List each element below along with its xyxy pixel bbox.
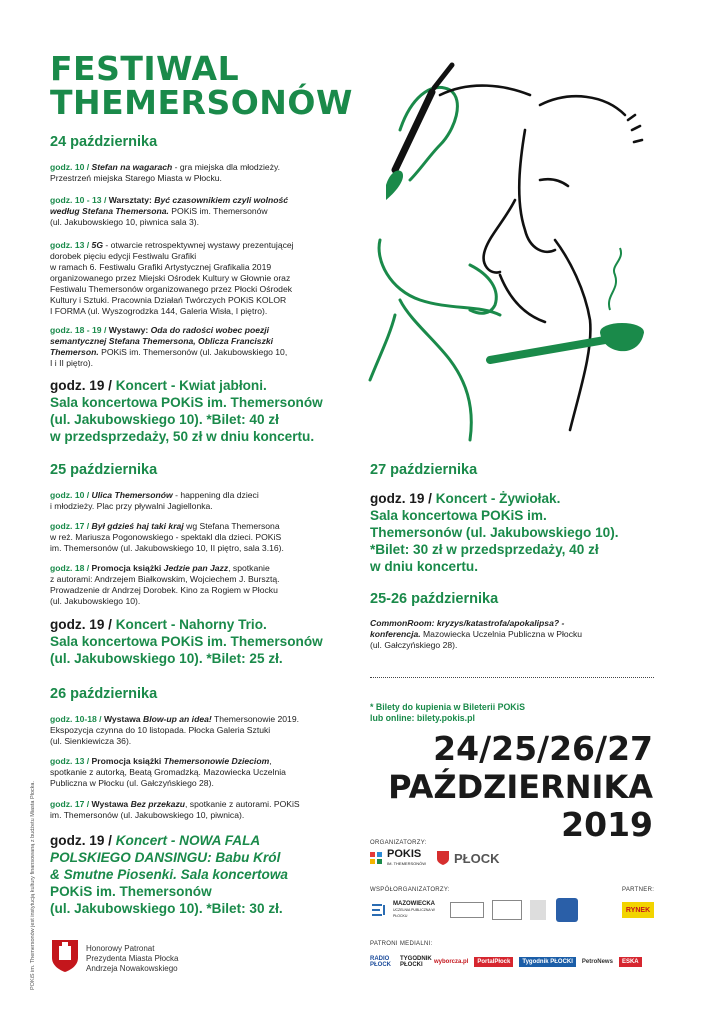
media-wyborcza: wyborcza.pl [434, 959, 469, 965]
festival-dates [388, 730, 653, 844]
media-label: PATRONI MEDIALNI: [370, 941, 433, 947]
day-25-heading: 25 października [50, 462, 158, 478]
coorganizer-logo-5 [556, 898, 578, 922]
partner-label: PARTNER: [622, 887, 655, 893]
day26-event-3: godz. 17 / Wystawa Bez przekazu, spotkanie z autorami. POKiS im. Themersonów (ul. Jakubowskiego 10, piwnica). [50, 799, 300, 820]
partner-logo: RYNEK [622, 902, 654, 918]
day25-concert: godz. 19 / Koncert - Nahorny Trio. Sala koncertowa POKiS im. Themersonów (ul. Jakubowskiego 10). *Bilet: 25 zł. [50, 617, 323, 666]
title-line-2: THEMERSONÓW [50, 83, 353, 122]
mazowiecka-icon [370, 903, 390, 917]
dates-year: 2019 [561, 805, 653, 844]
media-tygodnik-plocki-2: Tygodnik PŁOCKI [519, 957, 576, 967]
media-eska: ESKA [619, 957, 642, 967]
day-27-heading: 27 października [370, 462, 478, 478]
day25-event-3: godz. 18 / Promocja książki Jedzie pan Jazz, spotkanie z autorami: Andrzejem Białkowskim, Wojciechem J. Bursztą. Prowadzenie dr Andrzej Dorobek. Kino za Rogiem w Płocku (ul. Jakubowskiego 10). [50, 563, 280, 606]
coorganizer-logo-2 [450, 902, 484, 918]
media-tygodnik-plocki: TYGODNIK PŁOCKI [400, 956, 432, 968]
day26-event-2: godz. 13 / Promocja książki Themersonowie Dzieciom, spotkanie z autorką, Beatą Gromadzką. Mazowiecka Uczelnia Publiczna w Płocku (ul. Gałczyńskiego 28). [50, 756, 286, 788]
title-line-1: FESTIWAL [50, 49, 240, 88]
day24-event-2: godz. 10 - 13 / Warsztaty: Być czasownikiem czyli wolność według Stefana Themersona. POKiS im. Themersonów (ul. Jakubowskiego 10, piwnica sala 3). [50, 195, 289, 227]
brush-icon [386, 65, 452, 200]
day25-event-1: godz. 10 / Ulica Themersonów - happening dla dzieci i młodzieży. Plac przy pływalni Jagiellonka. [50, 490, 259, 511]
day-26-heading: 26 października [50, 686, 158, 702]
coorganizer-logo-4 [530, 900, 546, 920]
dotted-divider [370, 677, 654, 678]
pipe-icon [490, 248, 644, 360]
day24-event-3: godz. 13 / 5G - otwarcie retrospektywnej wystawy prezentującej dorobek pięciu edycji Festiwalu Grafiki w ramach 6. Festiwalu Grafiki Artystycznej Grafikalia 2019 organizowanego przez Miejski Ośrodek Kultury w Głownie oraz Festiwalu Themersonów organizowanego przez Płocki Ośrodek Kultury i Sztuki. Pracownia Działań Twórczych POKiS KOLOR I FORMA (ul. Wyszogrodzka 144, Galeria Wisła, I piętro). [50, 240, 294, 316]
pokis-dots-icon [370, 852, 384, 866]
tickets-note: * Bilety do kupienia w Bileterii POKiS lub online: bilety.pokis.pl [370, 702, 525, 723]
day24-event-4: godz. 18 - 19 / Wystawy: Oda do radości wobec poezji semantycznej Stefana Themersona, Oblicza Franciszki Themerson. POKiS im. Themersonów (ul. Jakubowskiego 10, I i II piętro). [50, 325, 288, 368]
honorary-patronage: Honorowy Patronat Prezydenta Miasta Płocka Andrzeja Nowakowskiego [86, 944, 179, 973]
funding-footnote: POKiS im. Themersonów jest instytucją kultury finansowaną z budżetu Miasta Płocka. [30, 781, 36, 990]
plock-crest-icon [50, 938, 80, 974]
dates-month: PAŹDZIERNIKA [388, 768, 653, 806]
day2526-event-1: CommonRoom: kryzys/katastrofa/apokalipsa? - konferencja. Mazowiecka Uczelnia Publiczna w Płocku (ul. Gałczyńskiego 28). [370, 618, 583, 650]
day-25-26-heading: 25-26 października [370, 591, 499, 607]
media-logos [370, 956, 660, 968]
mazowiecka-logo: MAZOWIECKA UCZELNIA PUBLICZNA W PŁOCKU [370, 901, 435, 919]
plock-logo: PŁOCK [436, 850, 500, 866]
media-portal-plock: PortalPłock [474, 957, 513, 967]
day-24-heading: 24 października [50, 134, 158, 150]
day26-concert: godz. 19 / Koncert - NOWA FALA POLSKIEGO DANSINGU: Babu Król & Smutne Piosenki. Sala koncertowa POKiS im. Themersonów (ul. Jakubowskiego 10). *Bilet: 30 zł. [50, 833, 288, 916]
day26-event-1: godz. 10-18 / Wystawa Blow-up an idea! Themersonowie 2019. Ekspozycja czynna do 10 listopada. Płocka Galeria Sztuki (ul. Sienkiewicza 36). [50, 714, 299, 746]
organizers-label: ORGANIZATORZY: [370, 840, 427, 846]
pokis-logo: POKIS IM. THEMERSONÓW [370, 850, 426, 868]
media-petronews: PetroNews [581, 959, 613, 965]
day25-event-2: godz. 17 / Był gdzieś haj taki kraj wg Stefana Themersona w reż. Mariusza Pogonowskiego - spektakl dla dzieci. POKiS im. Themersonów (ul. Jakubowskiego 10, II piętro, sala 3.16). [50, 521, 284, 553]
coorganizer-logo-3 [492, 900, 522, 920]
illustration-face-pipe [340, 60, 670, 450]
dates-days: 24/25/26/27 [433, 729, 653, 768]
plock-shield-icon [436, 850, 450, 866]
day24-event-1: godz. 10 / Stefan na wagarach - gra miejska dla młodzieży. Przestrzeń miejska Starego Miasta w Płocku. [50, 162, 281, 183]
festival-title [50, 49, 353, 122]
media-radio-plock: RADIO PŁOCK [370, 956, 391, 968]
coorganizers-label: WSPÓŁORGANIZATORZY: [370, 887, 450, 893]
day24-concert: godz. 19 / Koncert - Kwiat jabłoni. Sala koncertowa POKiS im. Themersonów (ul. Jakubowskiego 10). *Bilet: 40 zł w przedsprzedaży, 50 zł w dniu koncertu. [50, 378, 323, 444]
day27-concert: godz. 19 / Koncert - Żywiołak. Sala koncertowa POKiS im. Themersonów (ul. Jakubowskiego 10). *Bilet: 30 zł w przedsprzedaży, 40 zł w dniu koncertu. [370, 491, 619, 574]
